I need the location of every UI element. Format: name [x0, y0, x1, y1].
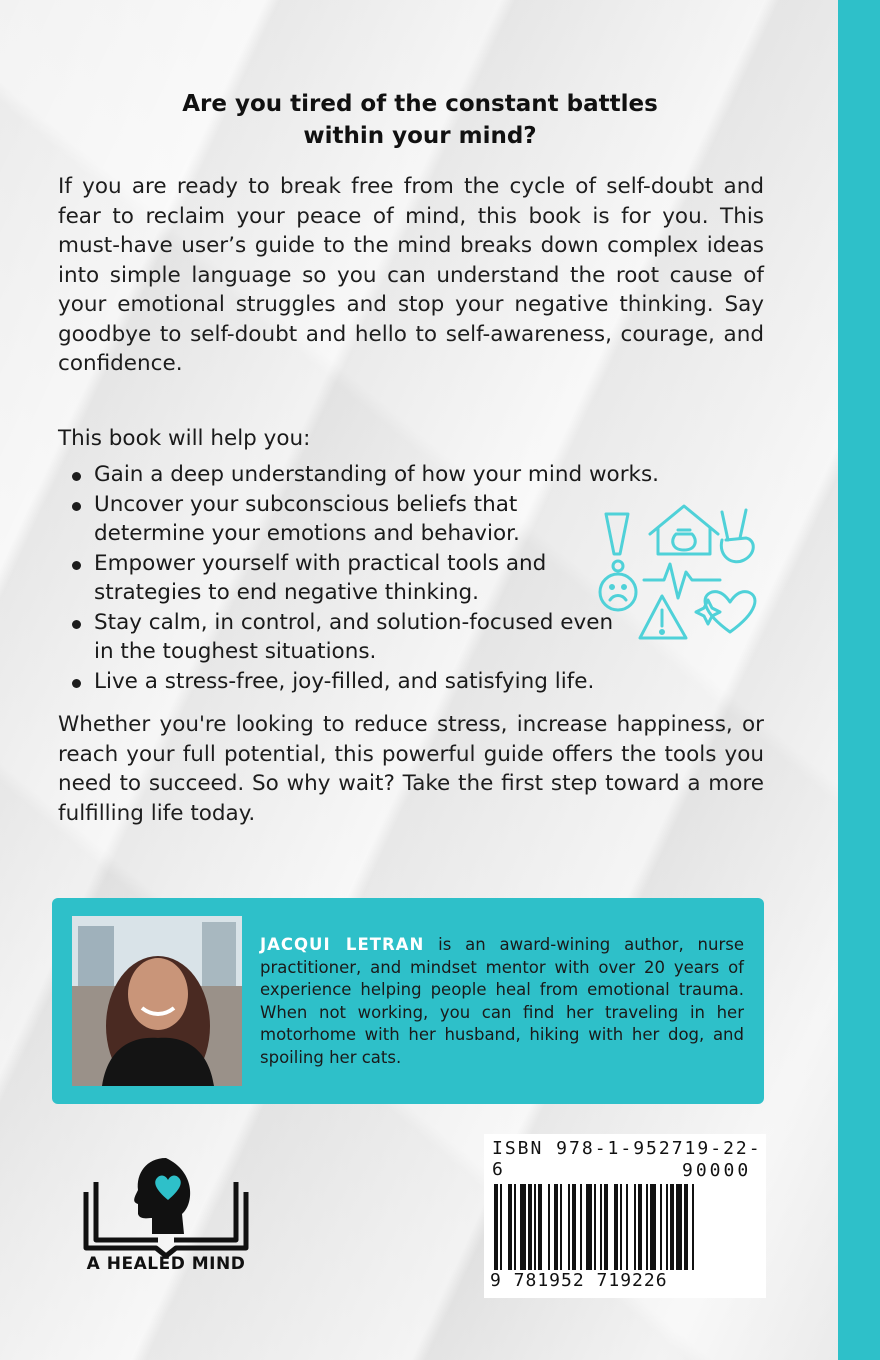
- barcode-bar: [670, 1184, 674, 1270]
- benefit-item: Stay calm, in control, and solution-focused even in the toughest situations.: [70, 608, 614, 667]
- barcode-bar: [580, 1184, 582, 1270]
- warning-icon: [640, 596, 686, 638]
- isbn-barcode: [484, 1134, 766, 1298]
- author-photo: [72, 916, 242, 1086]
- barcode-bar: [554, 1184, 558, 1270]
- barcode-bar: [626, 1184, 628, 1270]
- author-bio-text: is an award-wining author, nurse practitioner, and mindset mentor with over 20 years of experience helping people heal from emotional trauma. When not working, you can find her traveling in her motorhome with her husband, hiking with her dog, and spoiling her cats.: [260, 935, 745, 1067]
- barcode-bar: [508, 1184, 512, 1270]
- logo-text: A HEALED MIND: [86, 1254, 246, 1274]
- author-name: JACQUI LETRAN: [260, 935, 425, 954]
- house-money-icon: [650, 506, 718, 554]
- benefit-item: Live a stress-free, joy-filled, and satisfying life.: [70, 667, 794, 697]
- barcode-bar: [620, 1184, 622, 1270]
- sad-face-icon: [600, 574, 636, 610]
- intro-paragraph: If you are ready to break free from the cycle of self-doubt and fear to reclaim your peace of mind, this book is for you. This must-have user’s guide to the mind breaks down complex ideas into simple language so you can understand the root cause of your emotional struggles and stop your negative thinking. Say goodbye to self-doubt and hello to self-awareness, courage, and confidence.: [58, 174, 764, 376]
- peace-hand-icon: [721, 510, 753, 562]
- barcode-bar: [594, 1184, 596, 1270]
- barcode-bar: [572, 1184, 576, 1270]
- author-box: [52, 898, 764, 1104]
- exclamation-icon: [606, 514, 628, 554]
- headline: Are you tired of the constant battles within your mind?: [182, 91, 658, 149]
- barcode-bar: [548, 1184, 550, 1270]
- benefit-item: Uncover your subconscious beliefs that determine your emotions and behavior.: [70, 490, 614, 549]
- barcode-bar: [666, 1184, 668, 1270]
- barcode-bars: [494, 1184, 756, 1284]
- benefits-heading: This book will help you:: [58, 426, 311, 451]
- exclamation-dot-icon: [613, 561, 623, 571]
- barcode-bar: [660, 1184, 662, 1270]
- barcode-bar: [514, 1184, 516, 1270]
- barcode-bar: [614, 1184, 618, 1270]
- barcode-bar: [604, 1184, 608, 1270]
- barcode-bar: [500, 1184, 502, 1270]
- barcode-bar: [634, 1184, 636, 1270]
- barcode-bar: [538, 1184, 542, 1270]
- heart-icon: [705, 592, 755, 632]
- barcode-bar: [650, 1184, 656, 1270]
- ean-digits: 9 781952 719226: [490, 1270, 668, 1291]
- barcode-bar: [676, 1184, 682, 1270]
- benefit-item: Gain a deep understanding of how your mind works.: [70, 460, 794, 490]
- closing-paragraph: Whether you're looking to reduce stress, increase happiness, or reach your full potential, this powerful guide offers the tools you need to succeed. So why wait? Take the first step toward a more fulfilling life today.: [58, 712, 764, 826]
- emotion-icons-illustration: [592, 500, 772, 650]
- barcode-bar: [534, 1184, 536, 1270]
- barcode-bar: [638, 1184, 642, 1270]
- barcode-bar: [560, 1184, 562, 1270]
- isbn-label: ISBN 978-1-952719-22-6: [492, 1138, 762, 1180]
- barcode-bar: [684, 1184, 688, 1270]
- barcode-bar: [520, 1184, 526, 1270]
- author-portrait-illustration: [72, 916, 242, 1086]
- price-code: 90000: [682, 1160, 752, 1181]
- barcode-bar: [586, 1184, 592, 1270]
- barcode-bar: [600, 1184, 602, 1270]
- teal-edge-strip: [838, 0, 880, 1360]
- benefit-item: Empower yourself with practical tools and strategies to end negative thinking.: [70, 549, 614, 608]
- barcode-bar: [646, 1184, 648, 1270]
- author-bio: [260, 934, 744, 1069]
- barcode-bar: [494, 1184, 498, 1270]
- barcode-bar: [528, 1184, 532, 1270]
- head-silhouette-icon: [134, 1158, 190, 1234]
- barcode-bar: [692, 1184, 694, 1270]
- barcode-bar: [568, 1184, 570, 1270]
